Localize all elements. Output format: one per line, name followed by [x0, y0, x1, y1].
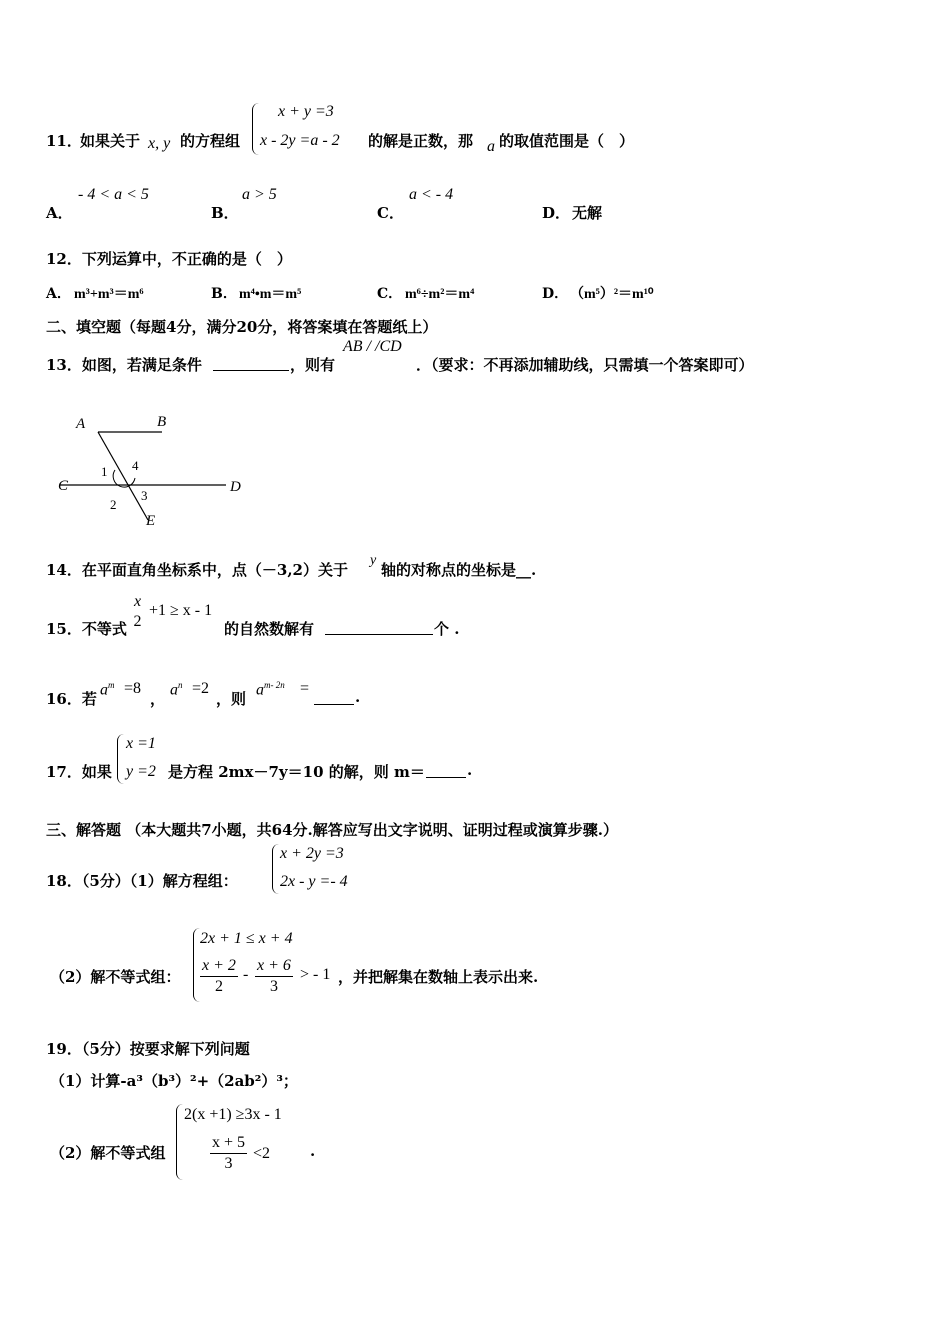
q11-option-a: - 4 < a < 5: [78, 186, 149, 203]
q19-ineq1: 2(x +1) ≥3x - 1: [184, 1106, 282, 1123]
q12-option-b: m⁴•m＝m⁵: [239, 287, 302, 302]
q16-separator: ，: [150, 690, 166, 708]
q15-text-3: 个 .: [434, 620, 460, 638]
q19-text-2: （1）计算-a³（b³）²+（2ab²）³；: [50, 1072, 298, 1090]
q13-text-2: ，则有: [290, 356, 336, 374]
q15-text-1: 15．不等式: [46, 620, 127, 638]
q18-minus: -: [243, 966, 249, 983]
q18-ineq1: 2x + 1 ≤ x + 4: [200, 930, 293, 947]
q12-stem: 12．下列运算中，不正确的是（ ）: [46, 250, 292, 268]
q18-text-3: ，并把解集在数轴上表示出来.: [338, 968, 539, 986]
label-4: 4: [132, 458, 139, 473]
q11-option-d-label: D．: [542, 204, 571, 222]
section-2-heading: 二、填空题（每题4分，满分20分，将答案填在答题纸上）: [46, 318, 438, 336]
label-c: C: [58, 478, 69, 494]
q13-text-3: ．（要求：不再添加辅助线，只需填一个答案即可）: [416, 356, 754, 374]
q11-brace: [252, 103, 259, 155]
q18-fraction-1: [200, 956, 238, 997]
q14-text-2: 轴的对称点的坐标是__.: [381, 561, 537, 579]
q11-option-c: a < - 4: [409, 186, 454, 203]
q12-option-d: （m⁵）²＝m¹⁰: [570, 287, 654, 302]
q18-gt: > - 1: [300, 966, 331, 983]
q13-text-1: 13．如图，若满足条件: [46, 356, 202, 374]
q18-fraction-1-numerator: x + 2: [200, 956, 238, 977]
q11-option-c-label: C．: [377, 204, 404, 222]
q12-option-a-label: A．: [46, 286, 71, 302]
q11-a: a: [487, 138, 495, 155]
q17-brace: [117, 734, 124, 784]
q11-vars: x, y: [148, 135, 171, 152]
q16-text-1: 16．若: [46, 690, 97, 708]
q16-text-3: .: [355, 688, 361, 706]
q16-a-power-m: $a^m$: [100, 680, 115, 699]
q13-math: AB / /CD: [343, 338, 402, 355]
q11-option-b: a > 5: [242, 186, 277, 203]
q19-text-3: （2）解不等式组: [50, 1144, 166, 1162]
q12-option-c: m⁶÷m²＝m⁴: [405, 287, 475, 302]
q19-end: .: [310, 1142, 316, 1160]
q11-text-4: 的取值范围是（ ）: [499, 132, 635, 150]
q15-fraction: [132, 592, 143, 632]
q16-value-2: =2: [192, 680, 210, 697]
q17-answer-blank[interactable]: [426, 761, 466, 778]
q17-eq1: x =1: [126, 735, 156, 752]
q18-fraction-2: [255, 956, 293, 997]
q14-text-1: 14．在平面直角坐标系中，点（－3,2）关于: [46, 561, 348, 579]
q15-denominator: 2: [133, 613, 142, 630]
q13-answer-blank[interactable]: [213, 354, 289, 371]
q17-eq2: y =2: [126, 763, 156, 780]
q18-fraction-1-denominator: 2: [214, 978, 223, 995]
q13-figure: [50, 408, 260, 533]
q17-text-1: 17．如果: [46, 763, 112, 781]
q11-option-a-label: A．: [46, 204, 73, 222]
label-a: A: [76, 416, 86, 432]
q19-text-1: 19．（5分）按要求解下列问题: [46, 1040, 250, 1058]
q16-a-power-n: $a^n$: [170, 680, 183, 699]
q16-equals: =: [300, 680, 310, 697]
q11-option-d: 无解: [572, 204, 603, 222]
label-b: B: [157, 414, 167, 430]
q16-text-2: ，则: [216, 690, 247, 708]
q11-text-3: 的解是正数，那: [368, 132, 474, 150]
q15-answer-blank[interactable]: [325, 618, 433, 635]
q19-fraction-denominator: 3: [224, 1155, 233, 1172]
q15-text-2: 的自然数解有: [224, 620, 315, 638]
q12-option-d-label: D．: [542, 286, 569, 302]
q19-fraction: [210, 1133, 247, 1174]
q19-fraction-numerator: x + 5: [210, 1133, 247, 1154]
q16-a-power-m-2n: $a^{m- 2n}$: [256, 680, 285, 699]
q18-fraction-2-numerator: x + 6: [255, 956, 293, 977]
q16-answer-blank[interactable]: [314, 688, 354, 705]
q14-y: y: [370, 553, 377, 568]
q18-text-2: （2）解不等式组：: [50, 968, 181, 986]
q17-text-2: 是方程 2mx－7y＝10 的解，则 m＝: [168, 763, 425, 781]
label-d: D: [230, 479, 241, 495]
q15-numerator: x: [134, 593, 142, 610]
q11-number: 11．: [46, 132, 82, 150]
q11-option-b-label: B．: [211, 204, 239, 222]
q19-brace: [176, 1104, 183, 1180]
q16-value-1: =8: [124, 680, 142, 697]
label-e: E: [146, 513, 156, 529]
q12-option-c-label: C．: [377, 286, 403, 302]
label-2: 2: [110, 497, 117, 512]
q18-fraction-2-denominator: 3: [269, 978, 278, 995]
section-3-heading: 三、解答题 （本大题共7小题，共64分.解答应写出文字说明、证明过程或演算步骤.）: [46, 821, 618, 839]
q11-eq2: x - 2y =a - 2: [260, 132, 340, 149]
q18-eq1: x + 2y =3: [280, 845, 344, 862]
q12-option-a: m³+m³＝m⁶: [74, 287, 144, 302]
q18-eq2: 2x - y =- 4: [280, 873, 348, 890]
q18-brace-1: [272, 844, 279, 894]
q11-text-2: 的方程组: [180, 132, 241, 150]
q11-eq1: x + y =3: [278, 103, 334, 120]
q18-brace-2: [193, 928, 200, 1002]
q11-text-1: 如果关于: [80, 132, 141, 150]
q17-text-3: .: [467, 761, 473, 779]
q19-lt: <2: [253, 1145, 271, 1162]
q12-option-b-label: B．: [211, 286, 237, 302]
label-1: 1: [101, 464, 108, 479]
q18-text-1: 18．（5分）（1）解方程组：: [46, 872, 238, 890]
q15-rest: +1 ≥ x - 1: [149, 602, 213, 619]
label-3: 3: [141, 488, 148, 503]
